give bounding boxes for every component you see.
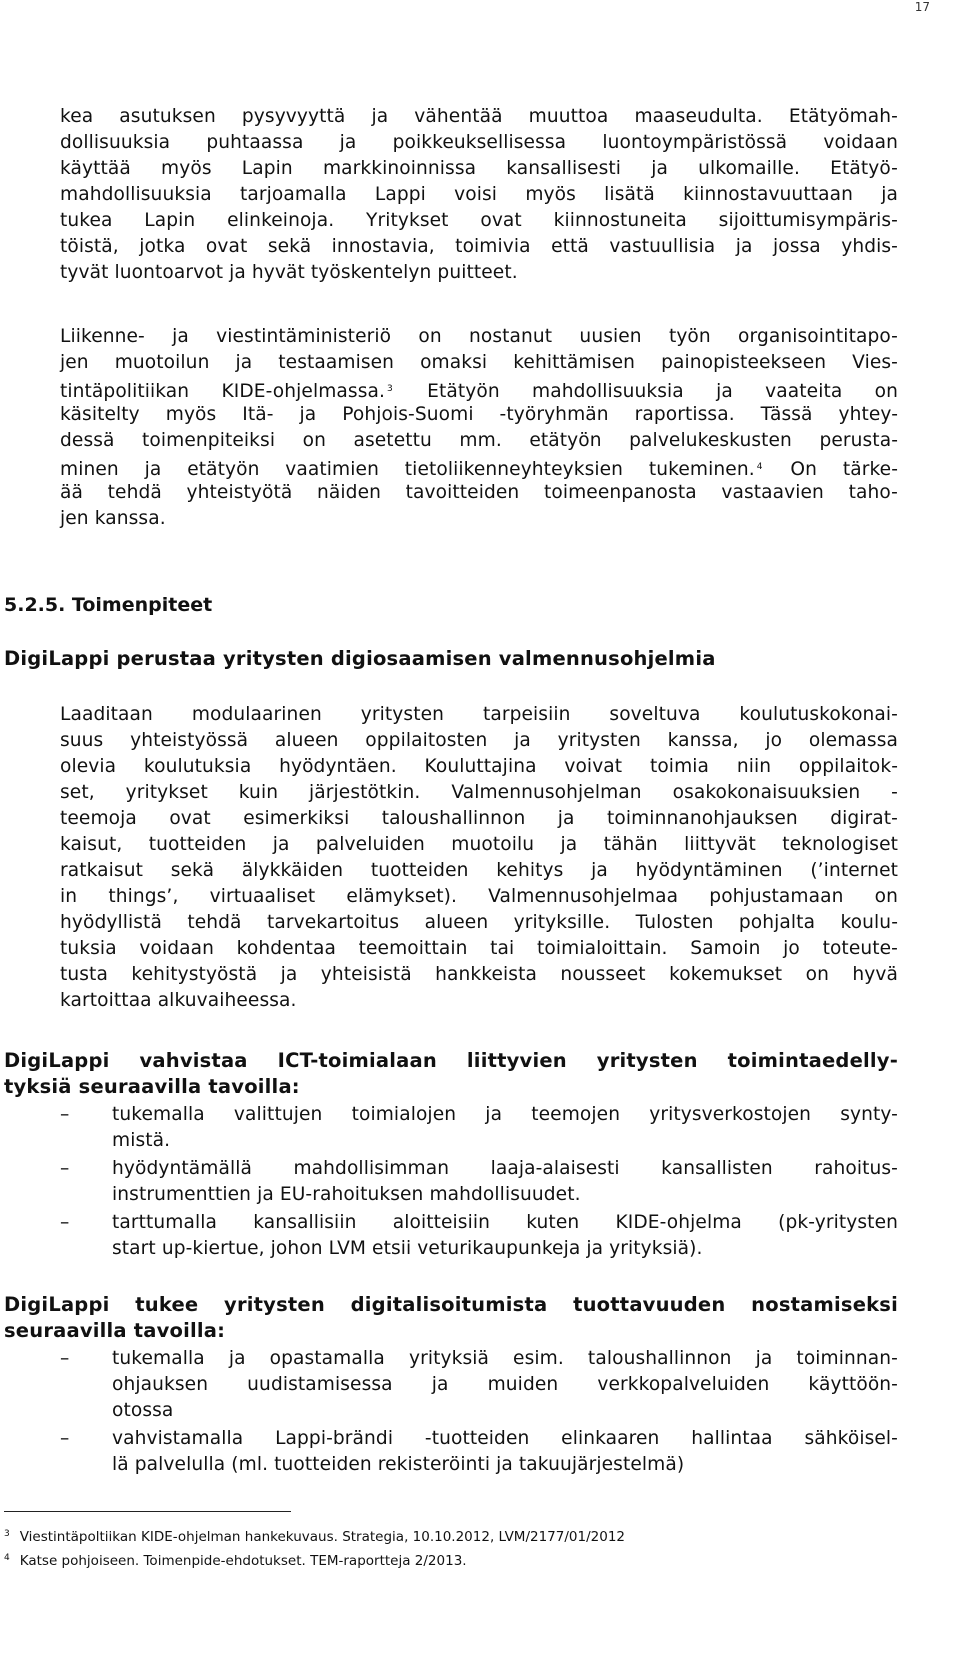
text-line: ratkaisut sekä älykkäiden tuotteiden kehitys ja hyödyntäminen (’internet <box>60 860 898 881</box>
text-line: kartoittaa alkuvaiheessa. <box>60 990 297 1011</box>
footnote-3 <box>4 1526 625 1545</box>
footnote-number: 3 <box>4 1529 10 1539</box>
text-line: set, yritykset kuin järjestötkin. Valmennusohjelman osakokonaisuuksien - <box>60 782 898 803</box>
text-line <box>60 376 898 405</box>
text-line: dessä toimenpiteiksi on asetettu mm. etätyön palvelukeskusten perusta- <box>60 430 898 451</box>
dash-bullet: – <box>60 1158 70 1179</box>
list-item-line: mistä. <box>112 1130 171 1151</box>
list-item-line: vahvistamalla Lappi-brändi -tuotteiden elinkaaren hallintaa sähköisel- <box>112 1428 898 1449</box>
footnote-4 <box>4 1550 467 1569</box>
text-line: dollisuuksia puhtaassa ja poikkeuksellisessa luontoympäristössä voidaan <box>60 132 898 153</box>
dash-bullet: – <box>60 1212 70 1233</box>
footnote-text: Katse pohjoiseen. Toimenpide-ehdotukset. TEM-raportteja 2/2013. <box>19 1553 467 1569</box>
list-item-line: tarttumalla kansallisiin aloitteisiin kuten KIDE-ohjelma (pk-yritysten <box>112 1212 898 1233</box>
subsection-heading-ict-cont: tyksiä seuraavilla tavoilla: <box>4 1075 300 1098</box>
dash-bullet: – <box>60 1104 70 1125</box>
text-line: tusta kehitystyöstä ja yhteisistä hankkeista nousseet kokemukset on hyvä <box>60 964 898 985</box>
page-number: 17 <box>914 0 930 14</box>
footnote-text: Viestintäpoltiikan KIDE-ohjelman hankekuvaus. Strategia, 10.10.2012, LVM/2177/01/2012 <box>19 1529 625 1545</box>
text-line: suus yhteistyössä alueen oppilaitosten ja yritysten kanssa, jo olemassa <box>60 730 898 751</box>
text-line: jen muotoilun ja testaamisen omaksi kehittämisen painopisteekseen Vies- <box>60 352 898 373</box>
text-line: olevia koulutuksia hyödyntäen. Kouluttajina voivat toimia niin oppilaitok- <box>60 756 898 777</box>
dash-bullet: – <box>60 1348 70 1369</box>
subsection-heading-training: DigiLappi perustaa yritysten digiosaamisen valmennusohjelmia <box>4 647 716 670</box>
text-line: Liikenne- ja viestintäministeriö on nostanut uusien työn organisointitapo- <box>60 326 898 347</box>
text-line: hyödyllistä tehdä tarvekartoitus alueen yrityksille. Tulosten pohjalta koulu- <box>60 912 898 933</box>
text-line: kaisut, tuotteiden ja palveluiden muotoilu ja tähän liittyvät teknologiset <box>60 834 898 855</box>
footnote-ref-4[interactable]: 4 <box>756 462 763 472</box>
text-line: in things’, virtuaaliset elämykset). Valmennusohjelmaa pohjustamaan on <box>60 886 898 907</box>
subsection-heading-productivity-cont: seuraavilla tavoilla: <box>4 1319 226 1342</box>
text-line: ää tehdä yhteistyötä näiden tavoitteiden toimeenpanosta vastaavien taho- <box>60 482 898 503</box>
text-line: teemoja ovat esimerkiksi taloushallinnon ja toiminnanohjauksen digirat- <box>60 808 898 829</box>
text-line: kea asutuksen pysyvyyttä ja vähentää muuttoa maaseudulta. Etätyömah- <box>60 106 898 127</box>
list-item-line: tukemalla ja opastamalla yrityksiä esim. taloushallinnon ja toiminnan- <box>112 1348 898 1369</box>
subsection-heading-productivity: DigiLappi tukee yritysten digitalisoitumista tuottavuuden nostamiseksi <box>4 1293 898 1316</box>
text-span: tintäpolitiikan KIDE-ohjelmassa. <box>60 381 386 402</box>
footnote-divider <box>4 1511 291 1512</box>
text-span: Etätyön mahdollisuuksia ja vaateita on <box>394 381 899 402</box>
text-line <box>60 454 898 483</box>
footnote-ref-3[interactable]: 3 <box>387 384 393 394</box>
text-line: käsitelty myös Itä- ja Pohjois-Suomi -työryhmän raportissa. Tässä yhtey- <box>60 404 898 425</box>
text-line: käyttää myös Lapin markkinoinnissa kansallisesti ja ulkomaille. Etätyö- <box>60 158 898 179</box>
footnote-number: 4 <box>4 1553 10 1563</box>
text-span: minen ja etätyön vaatimien tietoliikenneyhteyksien tukeminen. <box>60 459 755 480</box>
list-item-line: hyödyntämällä mahdollisimman laaja-alaisesti kansallisten rahoitus- <box>112 1158 898 1179</box>
text-span: On tärke- <box>764 459 899 480</box>
list-item-line: lä palvelulla (ml. tuotteiden rekisteröinti ja takuujärjestelmä) <box>112 1454 685 1475</box>
list-item-line: start up-kiertue, johon LVM etsii veturikaupunkeja ja yrityksiä). <box>112 1238 703 1259</box>
text-line: tuksia voidaan kohdentaa teemoittain tai toimialoittain. Samoin jo toteute- <box>60 938 898 959</box>
list-item-line: tukemalla valittujen toimialojen ja teemojen yritysverkostojen synty- <box>112 1104 898 1125</box>
text-line: tukea Lapin elinkeinoja. Yritykset ovat kiinnostuneita sijoittumisympäris- <box>60 210 898 231</box>
section-heading: 5.2.5. Toimenpiteet <box>4 594 213 616</box>
text-line: töistä, jotka ovat sekä innostavia, toimivia että vastuullisia ja jossa yhdis- <box>60 236 898 257</box>
list-item-line: otossa <box>112 1400 174 1421</box>
text-line: jen kanssa. <box>60 508 166 529</box>
text-line: mahdollisuuksia tarjoamalla Lappi voisi myös lisätä kiinnostavuuttaan ja <box>60 184 898 205</box>
subsection-heading-ict: DigiLappi vahvistaa ICT-toimialaan liittyvien yritysten toimintaedelly- <box>4 1049 898 1072</box>
text-line: Laaditaan modulaarinen yritysten tarpeisiin soveltuva koulutuskokonai- <box>60 704 898 725</box>
text-line: tyvät luontoarvot ja hyvät työskentelyn puitteet. <box>60 262 518 283</box>
list-item-line: instrumenttien ja EU-rahoituksen mahdollisuudet. <box>112 1184 581 1205</box>
dash-bullet: – <box>60 1428 70 1449</box>
list-item-line: ohjauksen uudistamisessa ja muiden verkkopalveluiden käyttöön- <box>112 1374 898 1395</box>
